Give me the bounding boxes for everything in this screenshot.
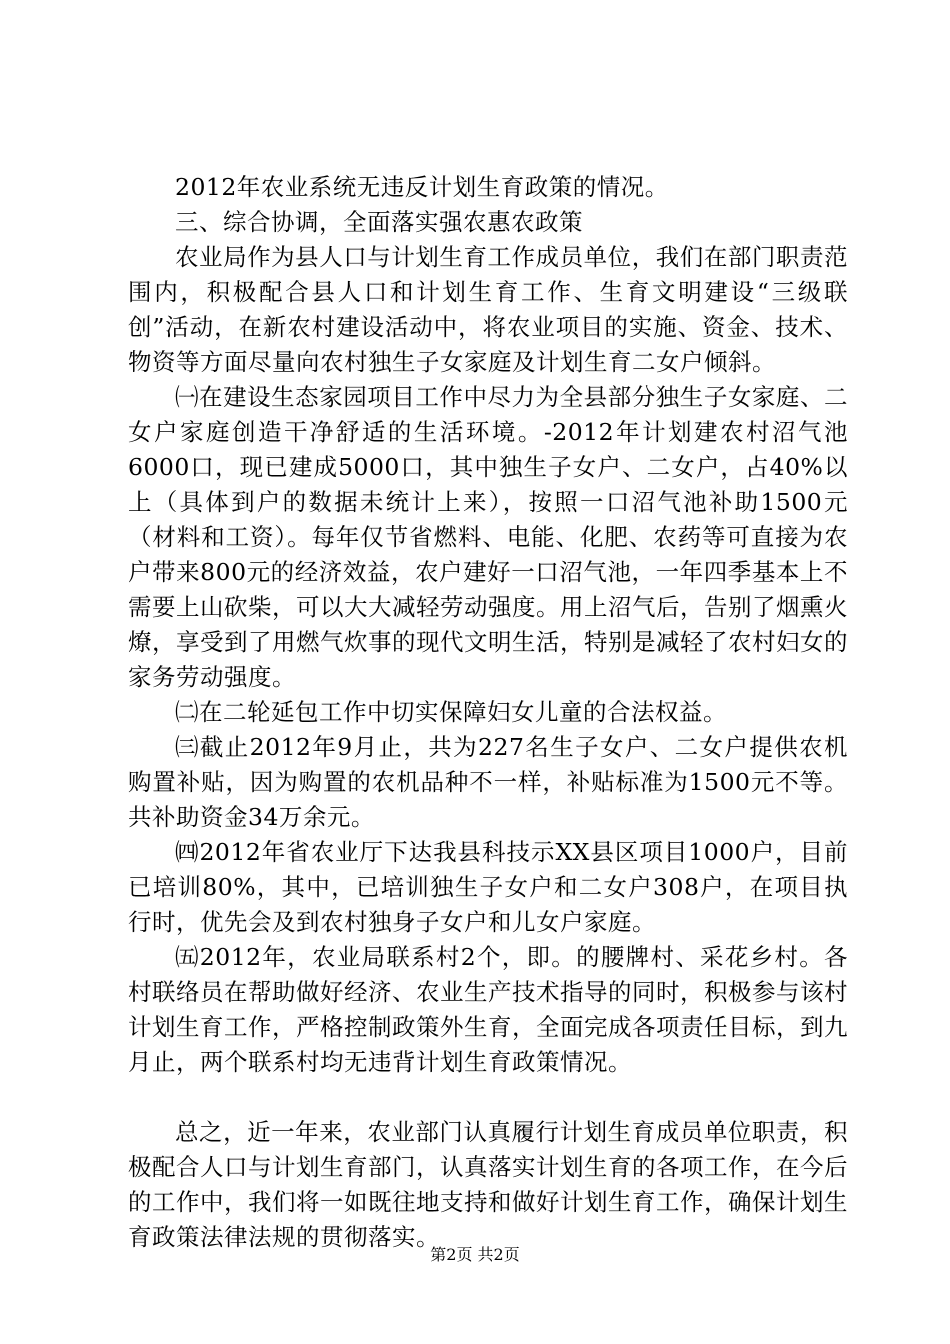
paragraph-item-4: ㈣2012年省农业厅下达我县科技示XX县区项目1000户，目前已培训80%，其中，已培训独生子女户和二女户308户，在项目执行时，优先会及到农村独身子女户和儿女户家庭。: [128, 838, 848, 936]
paragraph-item-3: ㈢截止2012年9月止，共为227名生子女户、二女户提供农机购置补贴，因为购置的农机品种不一样，补贴标准为1500元不等。共补助资金34万余元。: [128, 733, 848, 831]
section-heading-3: 三、综合协调，全面落实强农惠农政策: [175, 208, 583, 236]
paragraph-item-5: ㈤2012年，农业局联系村2个，即。的腰牌村、采花乡村。各村联络员在帮助做好经济、农业生产技术指导的同时，积极参与该村计划生育工作，严格控制政策外生育，全面完成各项责任目标，到九月止，两个联系村均无违背计划生育政策情况。: [128, 943, 848, 1076]
paragraph-intro: 农业局作为县人口与计划生育工作成员单位，我们在部门职责范围内，积极配合县人口和计划生育工作、生育文明建设“三级联创”活动，在新农村建设活动中，将农业项目的实施、资金、技术、物资等方面尽量向农村独生子女家庭及计划生育二女户倾斜。: [128, 243, 848, 376]
paragraph-conclusion: 总之，近一年来，农业部门认真履行计划生育成员单位职责，积极配合人口与计划生育部门，认真落实计划生育的各项工作，在今后的工作中，我们将一如既往地支持和做好计划生育工作，确保计划生育政策法律法规的贯彻落实。: [128, 1118, 848, 1251]
page-footer: 第2页 共2页: [430, 1245, 520, 1264]
document-body: [128, 170, 848, 1255]
paragraph-1: 2012年农业系统无违反计划生育政策的情况。: [175, 173, 669, 201]
paragraph-item-1: ㈠在建设生态家园项目工作中尽力为全县部分独生子女家庭、二女户家庭创造干净舒适的生活环境。-2012年计划建农村沼气池6000口，现已建成5000口，其中独生子女户、二女户，占40%以上（具体到户的数据未统计上来），按照一口沼气池补助1500元（材料和工资）。每年仅节省燃料、电能、化肥、农药等可直接为农户带来800元的经济效益，农户建好一口沼气池，一年四季基本上不需要上山砍柴，可以大大减轻劳动强度。用上沼气后，告别了烟熏火燎，享受到了用燃气炊事的现代文明生活，特别是减轻了农村妇女的家务劳动强度。: [128, 383, 848, 691]
paragraph-item-2: ㈡在二轮延包工作中切实保障妇女儿童的合法权益。: [175, 698, 727, 726]
